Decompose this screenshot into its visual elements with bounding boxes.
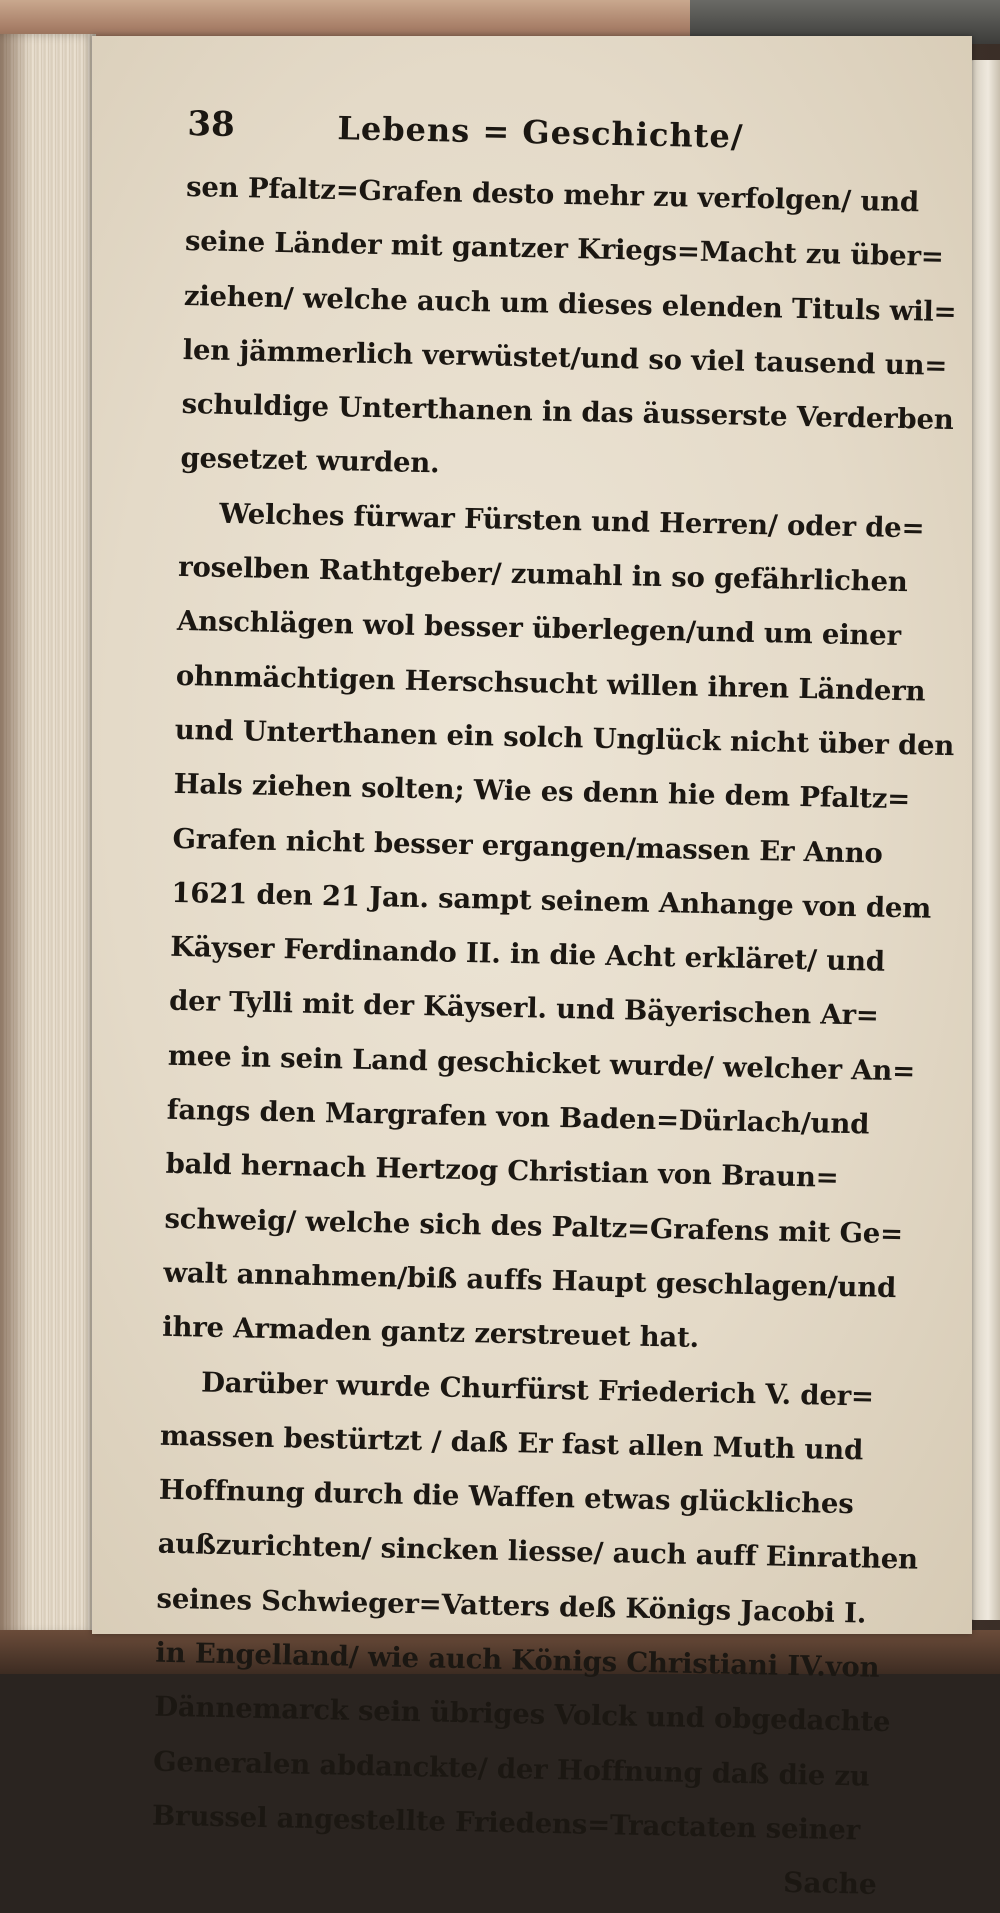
text-line: 1621 den 21 Jan. sampt seinem Anhange von dem (171, 876, 932, 925)
text-line: Käyser Ferdinando II. in die Acht erkläret/ und (169, 930, 886, 978)
text-line: len jämmerlich verwüstet/und so viel tausend un= (182, 333, 948, 382)
text-line: in Engelland/ wie auch Königs Christiani IV.von (155, 1636, 880, 1684)
text-line: Hoffnung durch die Waffen etwas glückliches (158, 1473, 854, 1521)
text-line: der Tylli mit der Käyserl. und Bäyerischen Ar= (168, 985, 880, 1033)
page-text-block (150, 100, 957, 1912)
text-line: bald hernach Hertzog Christian von Braun= (165, 1148, 839, 1195)
text-line: Hals ziehen solten; Wie es denn hie dem Pfaltz= (173, 768, 911, 816)
running-title: Lebens = Geschichte/ (337, 109, 744, 156)
text-line: außzurichten/ sincken liesse/ auch auff Einrathen (157, 1528, 919, 1577)
text-line: Generalen abdanckte/ der Hoffnung daß die zu (152, 1745, 871, 1793)
text-line: Welches fürwar Fürsten und Herren/ oder de= (219, 497, 925, 545)
text-line: Anschlägen wol besser überlegen/und um einer (176, 605, 902, 653)
text-line: ihre Armaden gantz zerstreuet hat. (161, 1310, 700, 1355)
page-number: 38 (187, 103, 236, 145)
text-line: walt annahmen/biß auffs Haupt geschlagen/und (163, 1256, 897, 1305)
text-line: und Unterthanen ein solch Unglück nicht über den (174, 713, 955, 763)
text-line: fangs den Margrafen von Baden=Dürlach/und (166, 1093, 870, 1141)
catchword: Sache (782, 1866, 878, 1902)
text-line: ohnmächtigen Herschsucht willen ihren Ländern (175, 659, 926, 708)
text-line: gesetzet wurden. (180, 442, 440, 480)
text-line: Brussel angestellte Friedens=Tractaten seiner (151, 1799, 861, 1847)
page-edges-shadow (0, 34, 30, 1634)
text-line: roselben Rathtgeber/ zumahl in so gefährlichen (177, 550, 908, 599)
text-line: mee in sein Land geschicket wurde/ welcher An= (167, 1039, 916, 1088)
text-line: seine Länder mit gantzer Kriegs=Macht zu über= (184, 225, 944, 274)
text-line: seines Schwieger=Vatters deß Königs Jacobi I. (156, 1582, 867, 1630)
text-line: Darüber wurde Churfürst Friederich V. der= (200, 1366, 875, 1413)
text-line: schuldige Unterthanen in das äusserste Verderben (181, 388, 954, 437)
text-line: schweig/ welche sich des Paltz=Grafens mit Ge= (164, 1202, 904, 1250)
text-line: Dännemarck sein übriges Volck und obgedachte (154, 1690, 891, 1739)
text-line: massen bestürtzt / daß Er fast allen Muth und (159, 1419, 864, 1467)
text-line: sen Pfaltz=Grafen desto mehr zu verfolgen/ und (185, 170, 920, 219)
text-line: Grafen nicht besser ergangen/massen Er Anno (172, 822, 883, 870)
text-line: ziehen/ welche auch um dieses elenden Tituls wil= (183, 279, 957, 328)
